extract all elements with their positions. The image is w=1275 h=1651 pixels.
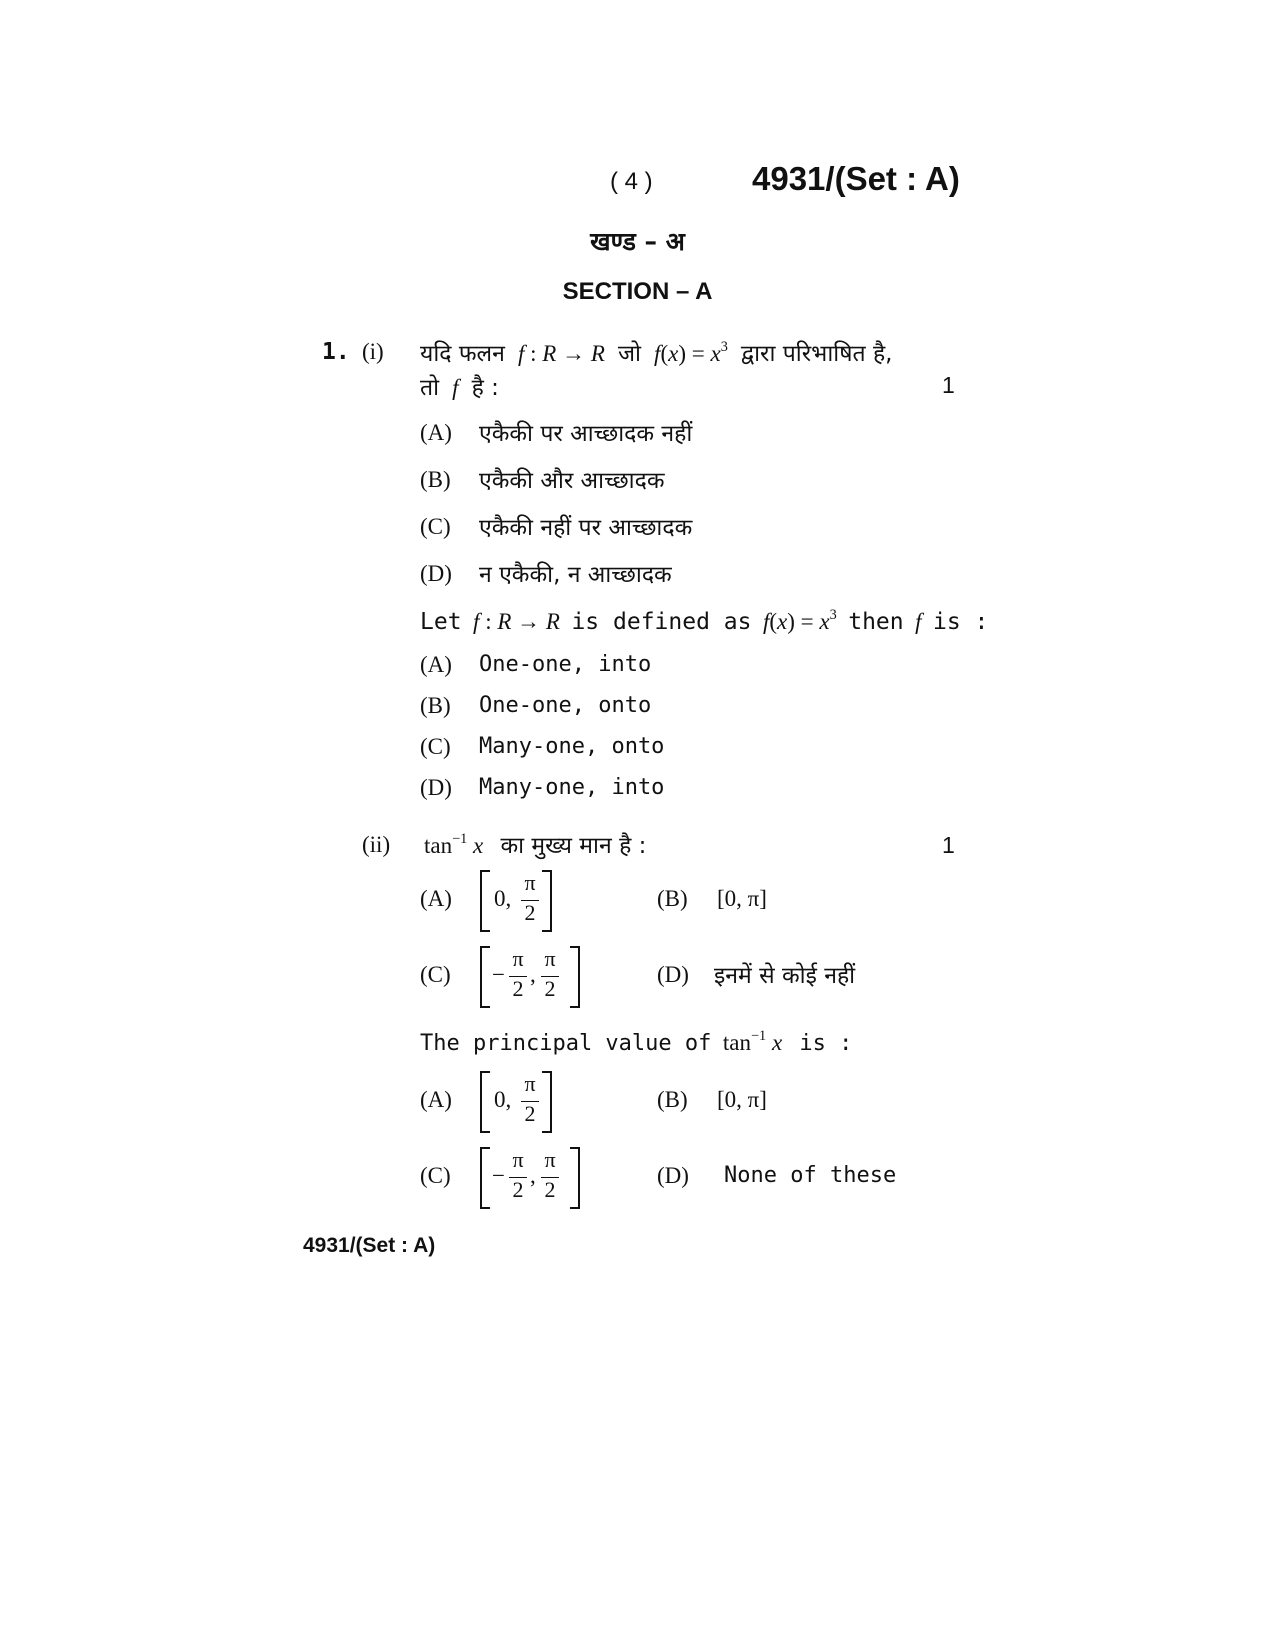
option-label: (A) [420, 420, 452, 445]
stem-text: द्वारा परिभाषित है, [740, 341, 893, 367]
option-b-interval: [0, π] [717, 886, 767, 911]
option-text: Many-one, into [479, 775, 665, 800]
stem-text: है : [471, 375, 499, 401]
option-c-interval: − π 2 , π 2 [480, 1147, 580, 1209]
function-definition: $f(x) = x^3$ [654, 339, 728, 366]
function-symbol: f [915, 609, 922, 634]
function-notation: f : R → R [473, 609, 560, 634]
marks-part-ii: 1 [942, 832, 955, 858]
option-d-text-english: None of these [724, 1163, 897, 1188]
option-text: एकैकी पर आच्छादक नहीं [479, 421, 693, 447]
option-label: (A) [420, 652, 452, 677]
stem-text: जो [617, 341, 641, 367]
option-label: (B) [657, 886, 688, 911]
option-text: One-one, into [479, 652, 652, 677]
stem-text: का मुख्य मान है : [500, 833, 647, 859]
option-c-interval: − π 2 , π 2 [480, 946, 580, 1008]
function-symbol: f [452, 375, 459, 400]
arctan-expression: $\tan^{-1} x$ [717, 1028, 783, 1055]
section-heading-english: SECTION – A [562, 278, 713, 305]
stem-text: is : [933, 609, 989, 635]
option-a-interval: 0, π 2 [480, 870, 552, 932]
option-text: एकैकी नहीं पर आच्छादक [479, 515, 693, 541]
paper-code-header: 4931/(Set : A) [752, 160, 960, 197]
option-text: One-one, onto [479, 693, 652, 718]
option-a-interval: 0, π 2 [480, 1071, 552, 1133]
part-ii-hindi-stem [424, 828, 646, 860]
option-label: (D) [420, 775, 452, 800]
option-label: (B) [420, 467, 451, 492]
stem-text: तो [420, 375, 440, 401]
stem-text: is : [799, 1031, 853, 1056]
stem-text: is defined as [571, 609, 752, 635]
option-text: एकैकी और आच्छादक [479, 468, 665, 494]
page-number: ( 4 ) [610, 168, 653, 195]
part-i-label: (i) [362, 339, 384, 364]
function-definition: $f(x) = x^3$ [762, 607, 837, 634]
paper-code-footer: 4931/(Set : A) [303, 1234, 436, 1257]
part-ii-english-stem [420, 1030, 852, 1056]
section-heading-hindi: खण्ड – अ [590, 227, 685, 256]
option-label: (D) [657, 1163, 689, 1188]
option-text: Many-one, onto [479, 734, 665, 759]
function-notation: f : R → R [517, 341, 605, 366]
part-i-english-stem [420, 609, 988, 635]
question-number: 1. [322, 339, 350, 365]
option-label: (D) [420, 561, 452, 586]
stem-text: यदि फलन [420, 341, 505, 367]
option-label: (A) [420, 886, 452, 911]
marks-part-i: 1 [942, 372, 955, 398]
option-label: (C) [420, 1163, 451, 1188]
option-label: (A) [420, 1087, 452, 1112]
part-i-hindi-stem-line1 [420, 336, 892, 368]
option-label: (D) [657, 962, 689, 987]
option-d-text-hindi: इनमें से कोई नहीं [714, 963, 856, 989]
option-label: (C) [420, 962, 451, 987]
option-text: न एकैकी, न आच्छादक [479, 562, 672, 588]
option-label: (B) [657, 1087, 688, 1112]
stem-text: then [848, 609, 904, 635]
part-i-hindi-stem-line2 [420, 370, 499, 402]
option-label: (C) [420, 734, 451, 759]
stem-text: The principal value of [420, 1031, 712, 1056]
option-b-interval: [0, π] [717, 1087, 767, 1112]
option-label: (B) [420, 693, 451, 718]
option-label: (C) [420, 514, 451, 539]
stem-text: Let [420, 609, 462, 635]
arctan-expression: $\tan^{-1} x$ [424, 831, 484, 858]
part-ii-label: (ii) [362, 832, 391, 857]
